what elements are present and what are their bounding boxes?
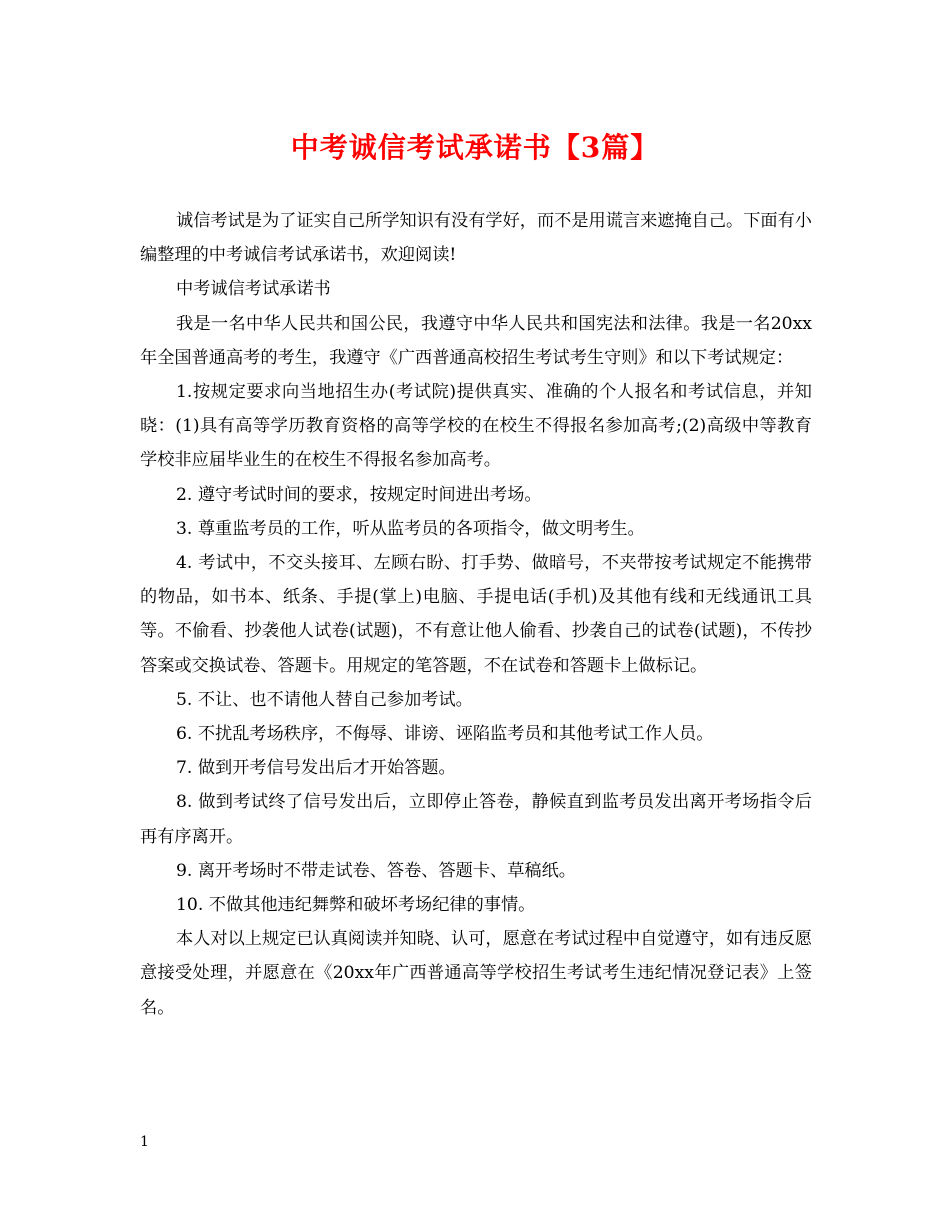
paragraph-rule-10: 10. 不做其他违纪舞弊和破坏考场纪律的事情。	[176, 895, 536, 916]
paragraph-rule-3: 3. 尊重监考员的工作，听从监考员的各项指令，做文明考生。	[176, 518, 645, 539]
paragraph-rule-4: 4. 考试中，不交头接耳、左顾右盼、打手势、做暗号，不夹带按考试规定不能携带的物品，如书本、纸条、手提(掌上)电脑、手提电话(手机)及其他有线和无线通讯工具等。不偷看、抄袭他人试卷(试题)，不有意让他人偷看、抄袭自己的试卷(试题)，不传抄答案或交换试卷、答题卡。用规定的笔答题，不在试卷和答题卡上做标记。	[140, 553, 812, 676]
paragraph-declaration: 我是一名中华人民共和国公民，我遵守中华人民共和国宪法和法律。我是一名20xx年全国普通高考的考生，我遵守《广西普通高校招生考试考生守则》和以下考试规定：	[140, 313, 812, 368]
paragraph-rule-2: 2. 遵守考试时间的要求，按规定时间进出考场。	[176, 484, 542, 505]
paragraph-rule-7: 7. 做到开考信号发出后才开始答题。	[176, 758, 456, 779]
paragraph-subtitle: 中考诚信考试承诺书	[176, 279, 331, 300]
paragraph-closing: 本人对以上规定已认真阅读并知晓、认可，愿意在考试过程中自觉遵守，如有违反愿意接受处理，并愿意在《20xx年广西普通高等学校招生考试考生违纪情况登记表》上签名。	[140, 929, 812, 1018]
paragraph-rule-1: 1.按规定要求向当地招生办(考试院)提供真实、准确的个人报名和考试信息，并知晓：(1)具有高等学历教育资格的高等学校的在校生不得报名参加高考;(2)高级中等教育学校非应届毕业生的在校生不得报名参加高考。	[140, 382, 812, 471]
paragraph-rule-5: 5. 不让、也不请他人替自己参加考试。	[176, 689, 473, 710]
document-body	[140, 204, 812, 1025]
paragraph-rule-8: 8. 做到考试终了信号发出后，立即停止答卷，静候直到监考员发出离开考场指令后再有序离开。	[140, 792, 812, 847]
paragraph-intro: 诚信考试是为了证实自己所学知识有没有学好，而不是用谎言来遮掩自己。下面有小编整理的中考诚信考试承诺书，欢迎阅读!	[140, 211, 812, 266]
paragraph-rule-6: 6. 不扰乱考场秩序，不侮辱、诽谤、诬陷监考员和其他考试工作人员。	[176, 724, 714, 745]
page-number: 1	[140, 1134, 149, 1150]
document-title: 中考诚信考试承诺书【3篇】	[290, 131, 660, 164]
paragraph-rule-9: 9. 离开考场时不带走试卷、答卷、答题卡、草稿纸。	[176, 860, 576, 881]
